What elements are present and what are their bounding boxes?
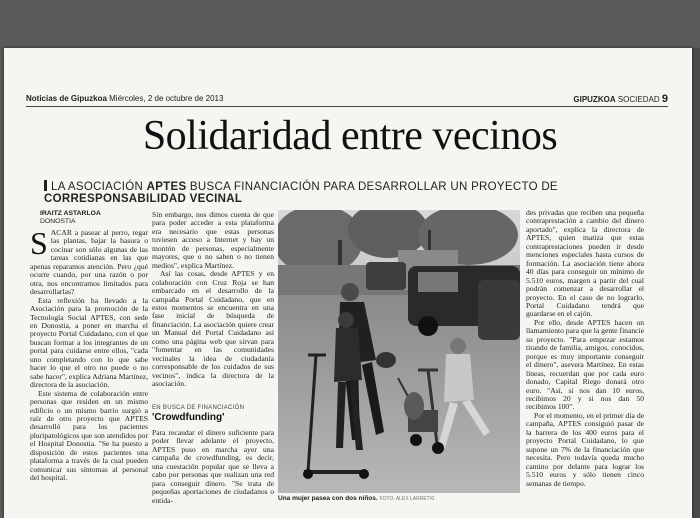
column-4: [526, 209, 644, 501]
drop-cap: S: [30, 229, 48, 261]
region-label: GIPUZKOA: [573, 95, 616, 104]
paragraph: Esta reflexión ha llevado a la Asociación para la promoción de la Tecnología Social APTES, con sede en Donostia, a poner en marcha el proyecto Portal Cuidadano, con el que buscan formar a los integrantes de un portal para cuidarse entre ellos, "cada uno completando con lo que sabe hacer lo que el otro no puede o no sabe hacer", explica Adriana Martínez, directora de la asociación.: [30, 295, 148, 390]
page-number: 9: [661, 93, 668, 105]
subhead-bold-1: APTES: [146, 181, 187, 193]
section-subhead: [152, 405, 276, 423]
photo-caption: [278, 495, 538, 502]
paragraph: des privadas que reciben una pequeña contraprestación a cambio del dinero aportado", explica la directora de APTES, quien matiza que estas contraprestaciones pueden ir desde menciones especiales hasta cursos de formación. La asociación tiene ahora 40 días para conseguir un mínimo de 5.510 euros, margen a partir del cual podrán comenzar a desarrollar el proyecto. En el caso de no lograrlo, Portal Cuidadano tendrá que guardarse en el cajón.: [526, 209, 644, 319]
column-2-bottom: [152, 429, 274, 505]
header-left: [26, 94, 223, 103]
subhead-title: 'Crowdfunding': [152, 412, 225, 423]
paragraph: Por el momento, en el primer día de campaña, APTES consiguió pasar de la barrera de los 400 euros para el proyecto Portal Cuidadano, lo que supone un 7% de la financiación que necesita. Pero todavía queda mucho camino por delante para lograr los 5.510 euros y sólo tienen cinco semanas de tiempo.: [526, 410, 644, 488]
paragraph: Sin embargo, nos dimos cuenta de que para poder acceder a esta plataforma era necesario que estas personas tuviesen acceso a Internet y hay un montón de personas, especialmente mayores, que o no saben o no tienen medios", explica Martínez.: [152, 211, 274, 270]
author: IRAITZ ASTARLOA: [40, 210, 101, 217]
dateline: DONOSTIA: [40, 218, 76, 225]
lead-paragraph: [30, 229, 148, 297]
subhead-part-1: LA ASOCIACIÓN: [51, 181, 147, 193]
headline: Solidaridad entre vecinos: [142, 113, 558, 159]
subhead-kicker: EN BUSCA DE FINANCIACIÓN: [152, 405, 245, 411]
column-1: [30, 229, 148, 505]
page-header: [26, 92, 668, 107]
article-photo: [278, 210, 520, 493]
paragraph: Para recaudar el dinero suficiente para poder llevar adelante el proyecto, APTES puso en marcha ayer una campaña de crowdfunding, es decir, una cuestación popular que se lleva a cabo por personas que realizan una red para conseguir dinero. "Se trata de pequeñas aportaciones de ciudadanos o entida-: [152, 429, 274, 505]
caption-text: Una mujer pasea con dos niños.: [278, 495, 378, 502]
paragraph: Este sistema de colaboración entre personas que residen en un mismo edificio o un mismo barrio surgió a raíz de otro proyecto que APTES desarrolló para los pacientes pluripatológicos que son atendidos por el Hospital Donostia. "Se ha puesto a disposición de estos pacientes una plataforma a través de la cual pueden comunicar sus síntomas al personal del hospital.: [30, 388, 148, 483]
header-right: [573, 93, 668, 105]
subhead-bold-2: CORRESPONSABILIDAD VECINAL: [44, 193, 243, 205]
paragraph: Así las cosas, desde APTES y en colaboración con Cruz Roja se han embarcado en el desarrollo de la campaña Portal Cuidadano, que en estos momentos se encuentra en una fase inicial de búsqueda de financiación. La asociación quiere crear un Manual del Portal Cuidadano así como una página web que sirvan para "fomentar en las comunidades vecinales la idea de ciudadanía corresponsable de los cuidados de sus vecinos", indica la directora de la asociación.: [152, 269, 274, 389]
subhead-bar: [44, 180, 47, 191]
issue-date: Miércoles, 2 de octubre de 2013: [109, 94, 224, 103]
section-label: SOCIEDAD: [617, 95, 660, 104]
subheadline: [44, 180, 684, 205]
photo-credit: FOTO: ALEX LARRETXI: [379, 496, 435, 502]
column-2: [152, 211, 274, 404]
paper-name: Noticias de Gipuzkoa: [26, 94, 107, 103]
subhead-part-2: BUSCA FINANCIACIÓN PARA DESARROLLAR UN PROYECTO DE: [186, 181, 558, 193]
photo-illustration: [278, 210, 520, 493]
byline: [40, 210, 101, 226]
lead-text: ACAR a pasear al perro, regar las plantas, bajar la basura o cocinar son sólo algunas de las tareas cotidianas en las que apenas reparamos atención. Pero ¿qué ocurre cuando, por una razón o por otra, nos encontramos limitados para desarrollarlas?: [30, 229, 148, 297]
paragraph: Por ello, desde APTES hacen un llamamiento para que la gente financie su proyecto. "Para empezar estamos tirando de familia, amigos, conocidos, porque es muy importante conseguir el dinero", asevera Martínez. En estas líneas, recuerdan que por cada euro donado, Capital Riego donará otro euro. "Así, si nos dan 10 euros, recibimos 20 y si nos dan 50 recibimos 100".: [526, 317, 644, 412]
